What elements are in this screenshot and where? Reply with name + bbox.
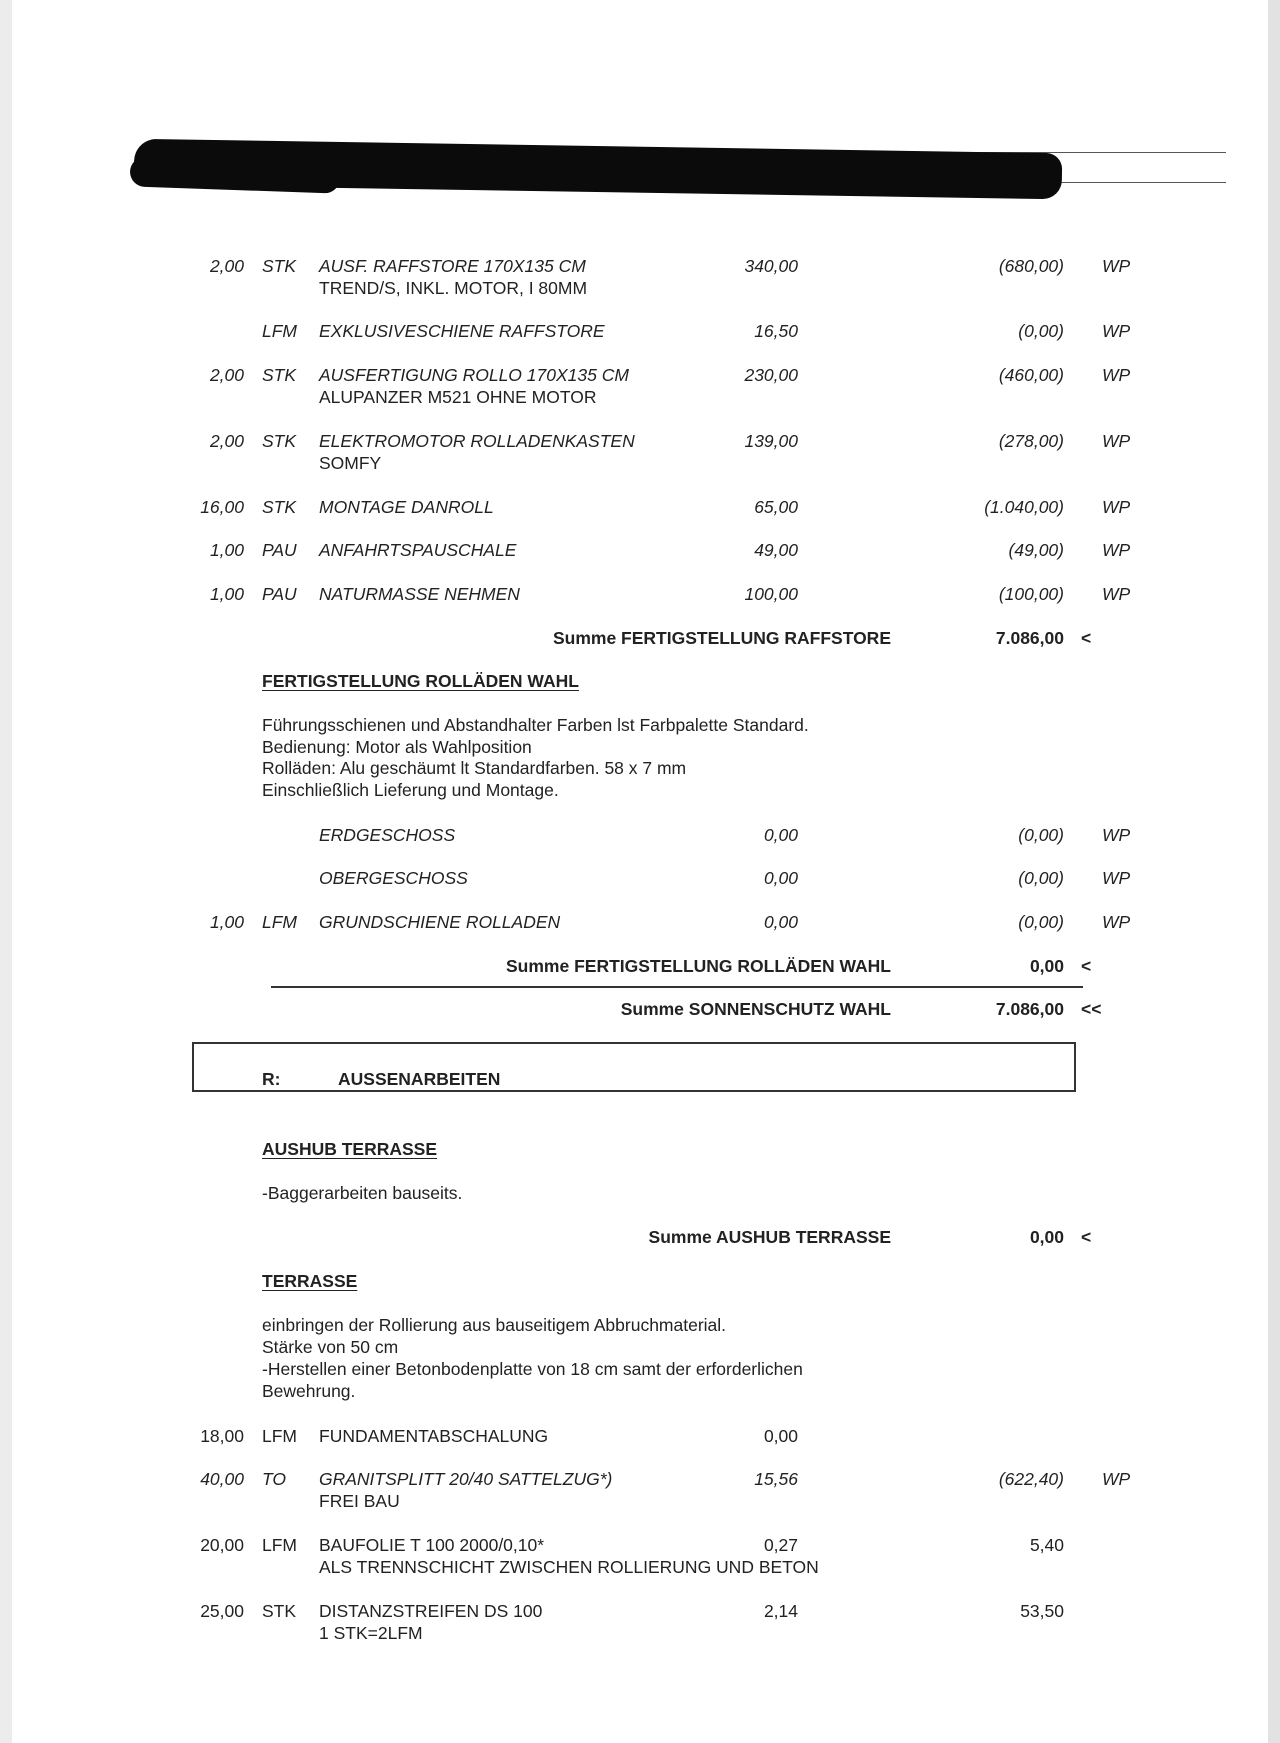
section-text: Bedienung: Motor als Wahlposition xyxy=(262,737,532,757)
section-text: Stärke von 50 cm xyxy=(262,1337,399,1357)
row-price: 2,14 xyxy=(763,1601,798,1621)
row-price: 0,00 xyxy=(763,1426,798,1446)
row-total: (0,00) xyxy=(1018,825,1064,845)
section-text: Rolläden: Alu geschäumt lt Standardfarben. 58 x 7 mm xyxy=(262,758,687,778)
row-qty: 1,00 xyxy=(209,540,244,560)
row-desc: ANFAHRTSPAUSCHALE xyxy=(319,540,517,560)
group-title: AUSSENARBEITEN xyxy=(338,1069,501,1089)
section-text: Einschließlich Lieferung und Montage. xyxy=(262,780,559,800)
subtotal-flag: < xyxy=(1081,628,1092,648)
row-desc-2: SOMFY xyxy=(319,453,382,473)
row-price: 0,00 xyxy=(763,825,798,845)
row-flag: WP xyxy=(1102,321,1131,341)
row-price: 16,50 xyxy=(754,321,798,341)
section-text: -Herstellen einer Betonbodenplatte von 18 cm samt der erforderlichen xyxy=(262,1359,803,1379)
row-desc-2: TREND/S, INKL. MOTOR, I 80MM xyxy=(319,278,588,298)
row-flag: WP xyxy=(1102,912,1131,932)
row-desc: BAUFOLIE T 100 2000/0,10* xyxy=(319,1535,545,1555)
row-desc: FUNDAMENTABSCHALUNG xyxy=(319,1426,549,1446)
row-total: (622,40) xyxy=(998,1469,1064,1489)
row-unit: STK xyxy=(262,1601,297,1621)
row-desc-2: 1 STK=2LFM xyxy=(319,1623,423,1643)
row-desc: GRUNDSCHIENE ROLLADEN xyxy=(319,912,561,932)
row-flag: WP xyxy=(1102,584,1131,604)
row-total: 5,40 xyxy=(1029,1535,1064,1555)
row-price: 340,00 xyxy=(744,256,798,276)
row-flag: WP xyxy=(1102,431,1131,451)
row-qty: 20,00 xyxy=(200,1535,244,1555)
row-flag: WP xyxy=(1102,365,1131,385)
row-unit: LFM xyxy=(262,1426,297,1446)
group-code: R: xyxy=(262,1069,281,1089)
group-header-box xyxy=(192,1042,1076,1092)
row-qty: 25,00 xyxy=(200,1601,244,1621)
row-total: (100,00) xyxy=(998,584,1064,604)
section-text: -Baggerarbeiten bauseits. xyxy=(262,1183,463,1203)
row-desc: AUSFERTIGUNG ROLLO 170X135 CM xyxy=(319,365,629,385)
redaction-bar xyxy=(130,156,341,193)
row-unit: STK xyxy=(262,431,297,451)
row-desc-2: ALS TRENNSCHICHT ZWISCHEN ROLLIERUNG UND BETON xyxy=(319,1557,819,1577)
row-total: (460,00) xyxy=(998,365,1064,385)
subtotal-value: 0,00 xyxy=(1029,956,1064,976)
row-desc: EXKLUSIVESCHIENE RAFFSTORE xyxy=(319,321,605,341)
row-flag: WP xyxy=(1102,497,1131,517)
row-desc: AUSF. RAFFSTORE 170X135 CM xyxy=(319,256,586,276)
row-qty: 2,00 xyxy=(209,256,244,276)
row-qty: 40,00 xyxy=(200,1469,244,1489)
section-heading: FERTIGSTELLUNG ROLLÄDEN WAHL xyxy=(262,671,579,691)
row-total: (49,00) xyxy=(1008,540,1064,560)
row-unit: LFM xyxy=(262,1535,297,1555)
subtotal-label: Summe FERTIGSTELLUNG RAFFSTORE xyxy=(552,628,891,648)
row-flag: WP xyxy=(1102,868,1131,888)
scroll-edge xyxy=(1268,0,1280,1743)
row-total: (0,00) xyxy=(1018,321,1064,341)
section-heading: AUSHUB TERRASSE xyxy=(262,1139,438,1159)
row-unit: STK xyxy=(262,256,297,276)
section-text: Bewehrung. xyxy=(262,1381,356,1401)
row-flag: WP xyxy=(1102,825,1131,845)
row-unit: LFM xyxy=(262,321,297,341)
row-qty: 2,00 xyxy=(209,431,244,451)
row-price: 65,00 xyxy=(754,497,798,517)
row-price: 139,00 xyxy=(744,431,798,451)
sum-divider xyxy=(271,986,1083,988)
row-desc-2: ALUPANZER M521 OHNE MOTOR xyxy=(319,387,597,407)
row-desc-2: FREI BAU xyxy=(319,1491,400,1511)
row-total: (1.040,00) xyxy=(984,497,1064,517)
subtotal-flag: < xyxy=(1081,956,1092,976)
row-desc: DISTANZSTREIFEN DS 100 xyxy=(319,1601,543,1621)
subtotal-value: 0,00 xyxy=(1029,1227,1064,1247)
row-price: 0,00 xyxy=(763,912,798,932)
row-qty: 16,00 xyxy=(200,497,244,517)
row-flag: WP xyxy=(1102,256,1131,276)
section-heading: TERRASSE xyxy=(262,1271,358,1291)
row-qty: 1,00 xyxy=(209,584,244,604)
row-total: (278,00) xyxy=(998,431,1064,451)
group-total-value: 7.086,00 xyxy=(995,999,1064,1019)
subtotal-label: Summe AUSHUB TERRASSE xyxy=(648,1227,891,1247)
row-total: (0,00) xyxy=(1018,868,1064,888)
row-unit: TO xyxy=(262,1469,286,1489)
row-desc: MONTAGE DANROLL xyxy=(319,497,494,517)
row-unit: PAU xyxy=(262,584,297,604)
row-price: 0,27 xyxy=(763,1535,798,1555)
row-qty: 18,00 xyxy=(200,1426,244,1446)
group-total-flag: << xyxy=(1081,999,1102,1019)
row-price: 15,56 xyxy=(754,1469,798,1489)
section-text: einbringen der Rollierung aus bauseitigem Abbruchmaterial. xyxy=(262,1315,727,1335)
subtotal-flag: < xyxy=(1081,1227,1092,1247)
group-total-label: Summe SONNENSCHUTZ WAHL xyxy=(620,999,891,1019)
row-flag: WP xyxy=(1102,540,1131,560)
row-qty: 1,00 xyxy=(209,912,244,932)
row-price: 100,00 xyxy=(744,584,798,604)
row-unit: LFM xyxy=(262,912,297,932)
row-price: 0,00 xyxy=(763,868,798,888)
subtotal-value: 7.086,00 xyxy=(995,628,1064,648)
header-rule-bottom xyxy=(1052,182,1226,183)
row-total: (0,00) xyxy=(1018,912,1064,932)
row-total: 53,50 xyxy=(1020,1601,1064,1621)
row-total: (680,00) xyxy=(998,256,1064,276)
row-desc: OBERGESCHOSS xyxy=(319,868,468,888)
row-desc: GRANITSPLITT 20/40 SATTELZUG*) xyxy=(319,1469,613,1489)
row-desc: ERDGESCHOSS xyxy=(319,825,456,845)
row-desc: ELEKTROMOTOR ROLLADENKASTEN xyxy=(319,431,635,451)
row-unit: STK xyxy=(262,365,297,385)
row-unit: PAU xyxy=(262,540,297,560)
row-price: 230,00 xyxy=(744,365,798,385)
row-price: 49,00 xyxy=(754,540,798,560)
row-qty: 2,00 xyxy=(209,365,244,385)
row-unit: STK xyxy=(262,497,297,517)
section-text: Führungsschienen und Abstandhalter Farben lst Farbpalette Standard. xyxy=(262,715,809,735)
row-desc: NATURMASSE NEHMEN xyxy=(319,584,520,604)
subtotal-label: Summe FERTIGSTELLUNG ROLLÄDEN WAHL xyxy=(506,956,891,976)
row-flag: WP xyxy=(1102,1469,1131,1489)
